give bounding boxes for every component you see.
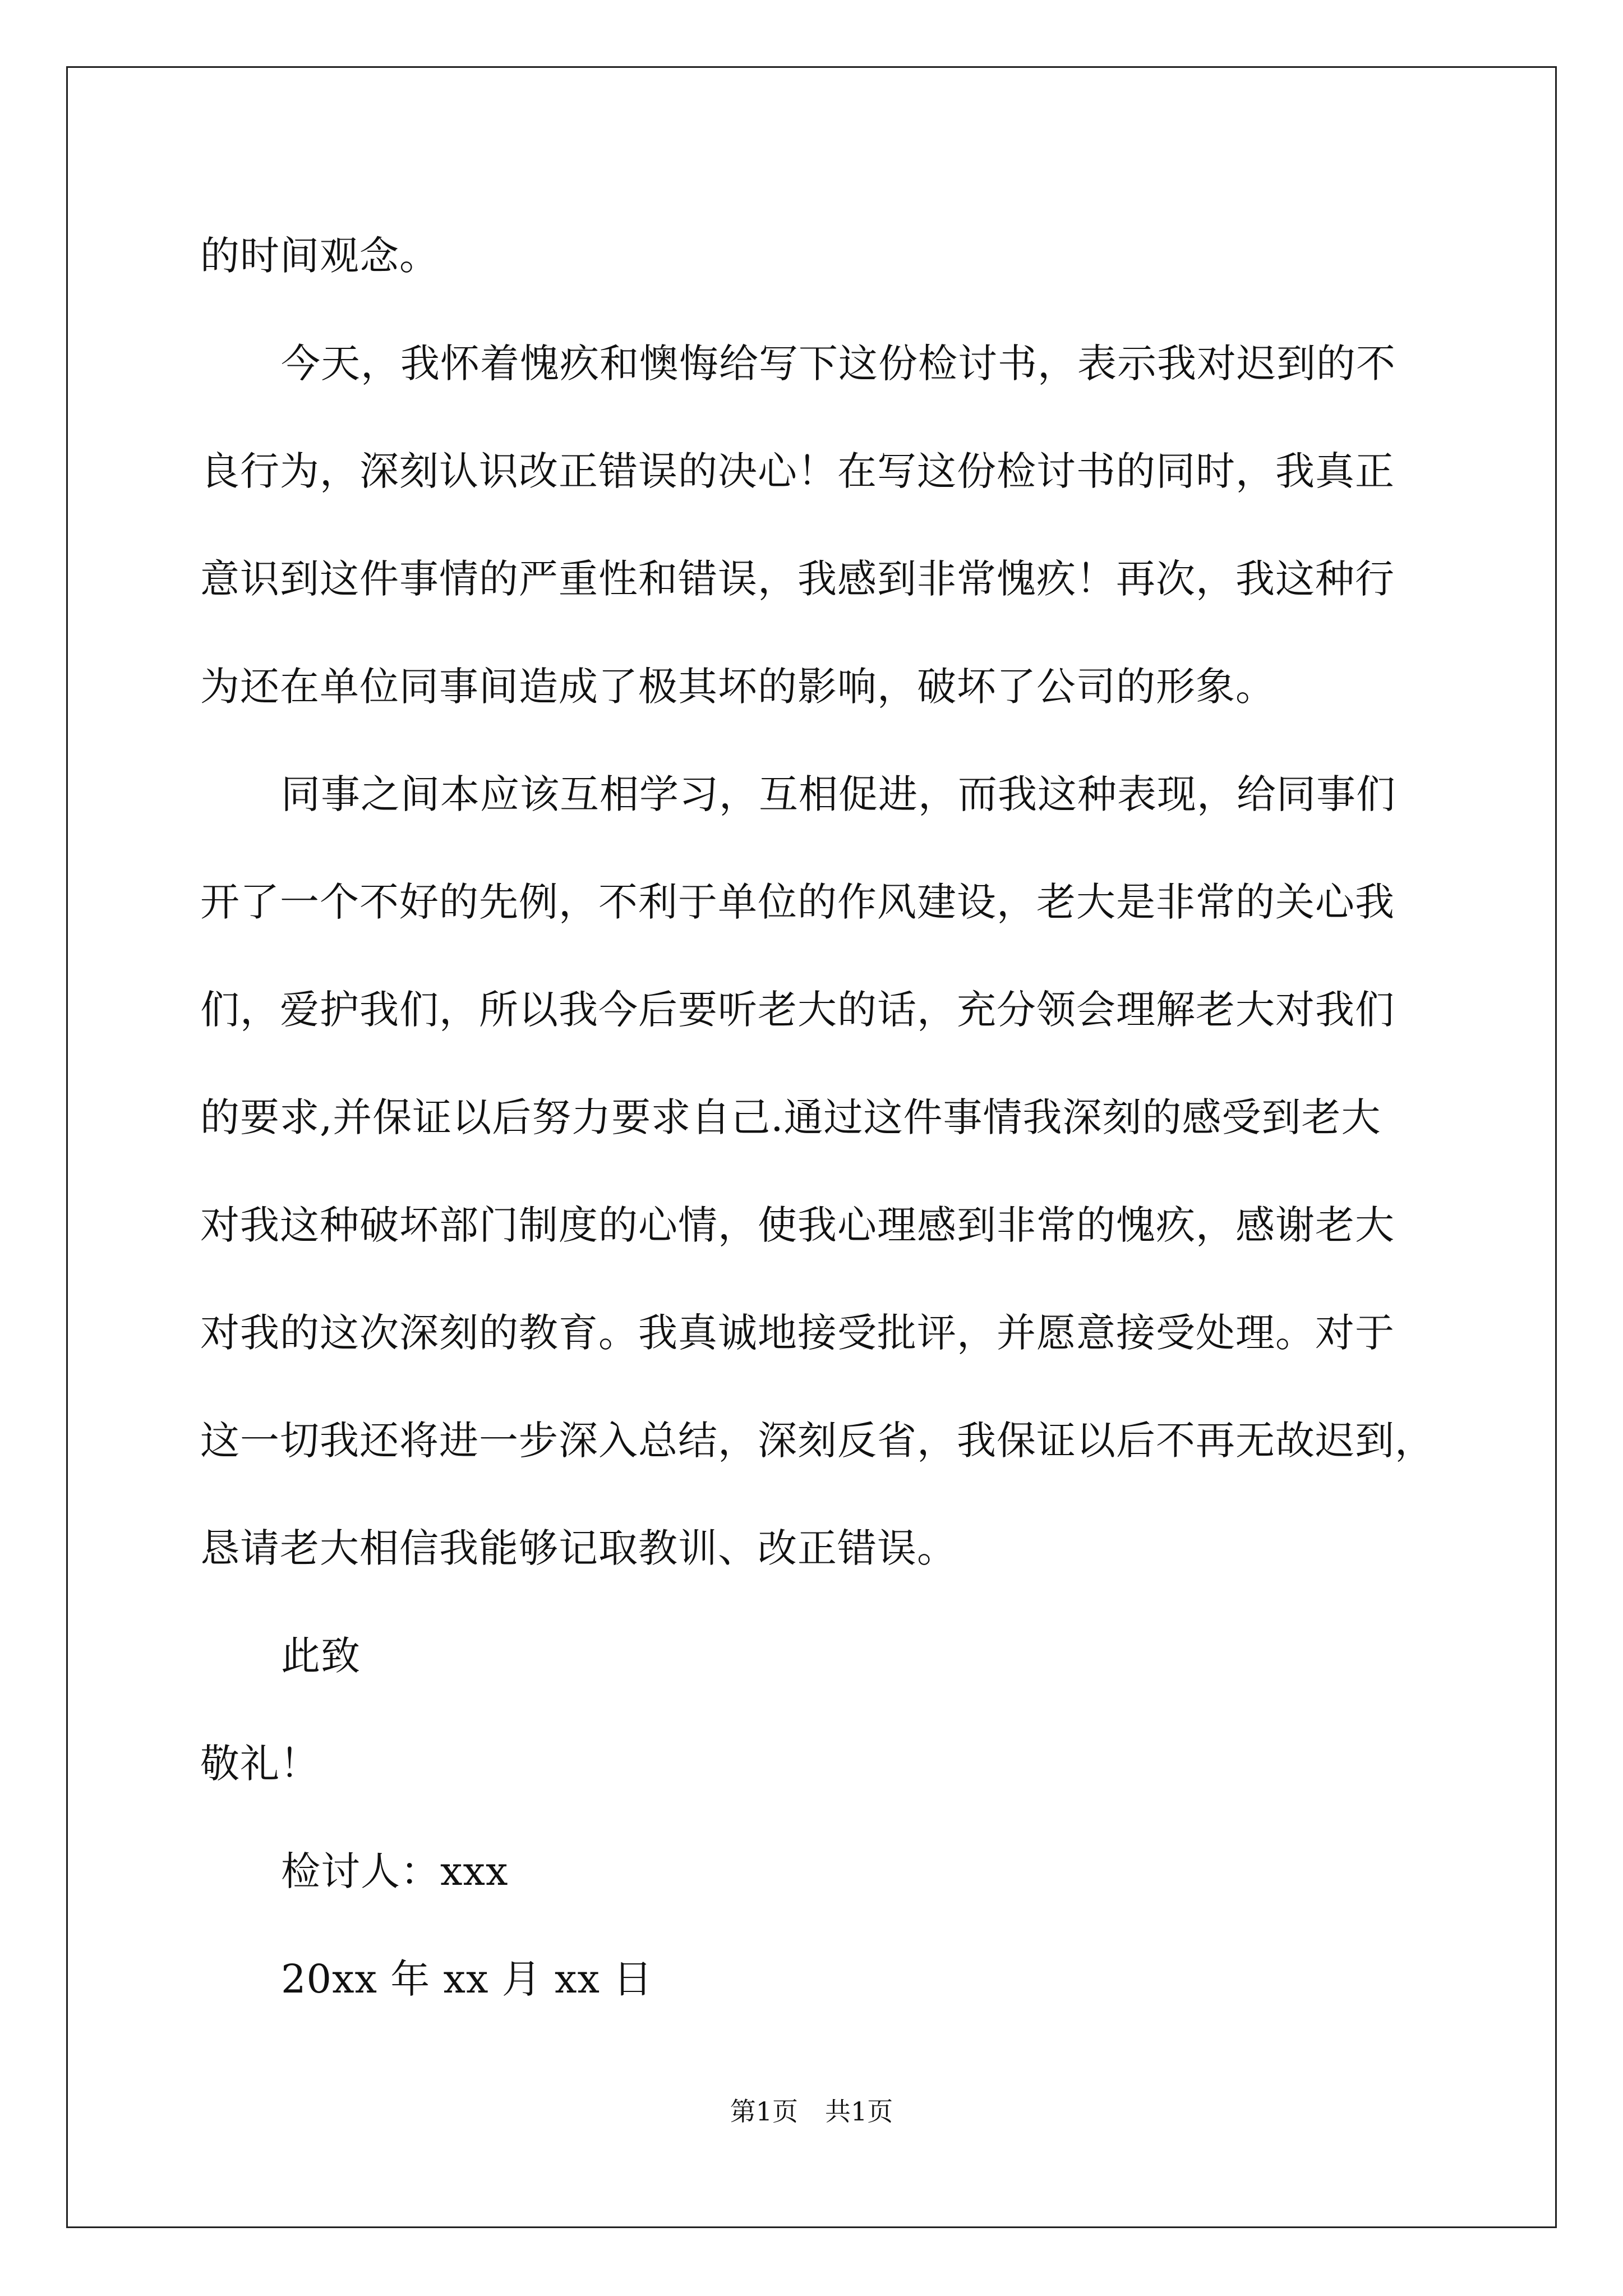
page-number-total: 共1页	[825, 2096, 893, 2127]
text-line: 对我这种破坏部门制度的心情，使我心理感到非常的愧疚，感谢老大	[200, 1202, 1395, 1248]
closing-regards: 敬礼！	[200, 1741, 320, 1787]
text-line: 对我的这次深刻的教育。我真诚地接受批评，并愿意接受处理。对于	[200, 1310, 1395, 1356]
text-line: 为还在单位同事间造成了极其坏的影响，破坏了公司的形象。	[200, 664, 1275, 710]
page-number-current: 第1页	[730, 2096, 798, 2127]
paragraph-start-line: 今天，我怀着愧疚和懊悔给写下这份检讨书，表示我对迟到的不	[281, 341, 1396, 386]
text-line: 的时间观念。	[200, 233, 439, 279]
text-line: 恳请老大相信我能够记取教训、改正错误。	[200, 1525, 957, 1571]
text-line: 的要求,并保证以后努力要求自己.通过这件事情我深刻的感受到老大	[200, 1094, 1381, 1140]
signature-line: 检讨人：xxx	[281, 1848, 509, 1894]
closing-salutation: 此致	[281, 1633, 361, 1679]
date-line: 20xx 年 xx 月 xx 日	[281, 1956, 653, 2002]
text-line: 意识到这件事情的严重性和错误，我感到非常愧疚！再次，我这种行	[200, 556, 1395, 602]
document-body	[200, 202, 1435, 2033]
text-line: 开了一个不好的先例，不利于单位的作风建设，老大是非常的关心我	[200, 879, 1395, 925]
text-line: 良行为，深刻认识改正错误的决心！在写这份检讨书的同时，我真正	[200, 448, 1395, 494]
text-line: 这一切我还将进一步深入总结，深刻反省，我保证以后不再无故迟到，	[200, 1418, 1435, 1464]
paragraph-start-line: 同事之间本应该互相学习，互相促进，而我这种表现，给同事们	[281, 771, 1396, 817]
text-line: 们，爱护我们，所以我今后要听老大的话，充分领会理解老大对我们	[200, 987, 1395, 1033]
page-footer	[0, 2091, 1623, 2128]
